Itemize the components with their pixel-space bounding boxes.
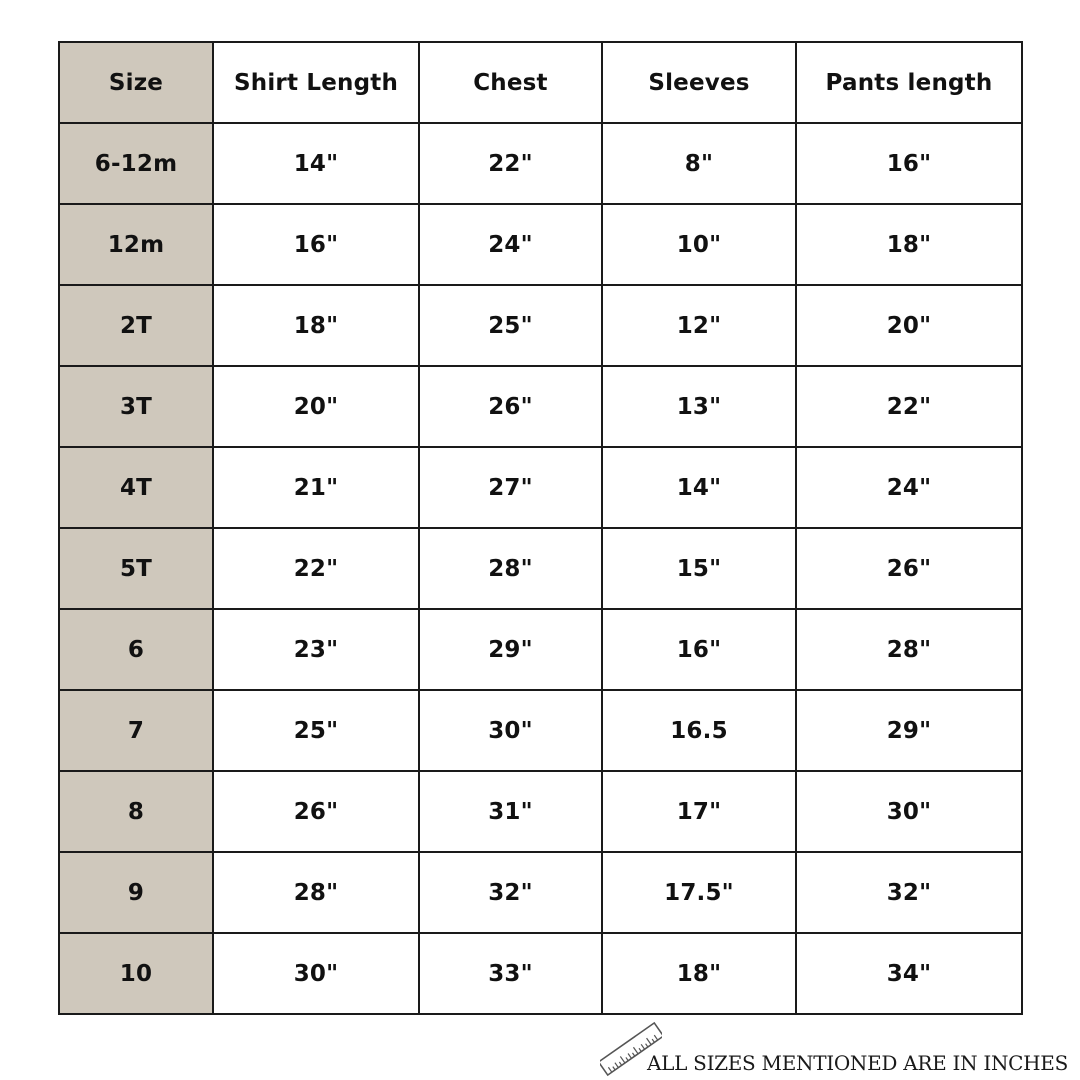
table-row xyxy=(59,447,1022,528)
table-row xyxy=(59,609,1022,690)
chest-cell: 25" xyxy=(419,285,602,366)
size-cell: 2T xyxy=(59,285,213,366)
pants-length-cell: 24" xyxy=(796,447,1022,528)
table-row xyxy=(59,285,1022,366)
shirt-length-cell: 16" xyxy=(213,204,419,285)
sleeves-cell: 18" xyxy=(602,933,796,1014)
sleeves-cell: 16.5 xyxy=(602,690,796,771)
size-cell: 10 xyxy=(59,933,213,1014)
sleeves-cell: 10" xyxy=(602,204,796,285)
shirt-length-cell: 23" xyxy=(213,609,419,690)
pants-length-cell: 30" xyxy=(796,771,1022,852)
units-note: ALL SIZES MENTIONED ARE IN INCHES xyxy=(647,1051,1068,1075)
pants-length-cell: 34" xyxy=(796,933,1022,1014)
sleeves-cell: 13" xyxy=(602,366,796,447)
column-header-sleeves: Sleeves xyxy=(602,42,796,123)
chest-cell: 26" xyxy=(419,366,602,447)
pants-length-cell: 28" xyxy=(796,609,1022,690)
table-row xyxy=(59,690,1022,771)
pants-length-cell: 22" xyxy=(796,366,1022,447)
pants-length-cell: 32" xyxy=(796,852,1022,933)
sleeves-cell: 8" xyxy=(602,123,796,204)
chest-cell: 31" xyxy=(419,771,602,852)
pants-length-cell: 29" xyxy=(796,690,1022,771)
shirt-length-cell: 30" xyxy=(213,933,419,1014)
shirt-length-cell: 14" xyxy=(213,123,419,204)
shirt-length-cell: 21" xyxy=(213,447,419,528)
chest-cell: 30" xyxy=(419,690,602,771)
pants-length-cell: 16" xyxy=(796,123,1022,204)
shirt-length-cell: 20" xyxy=(213,366,419,447)
shirt-length-cell: 26" xyxy=(213,771,419,852)
sleeves-cell: 15" xyxy=(602,528,796,609)
size-cell: 3T xyxy=(59,366,213,447)
footer xyxy=(600,1018,1070,1080)
pants-length-cell: 26" xyxy=(796,528,1022,609)
table-row xyxy=(59,771,1022,852)
sleeves-cell: 17.5" xyxy=(602,852,796,933)
table-row xyxy=(59,528,1022,609)
size-cell: 12m xyxy=(59,204,213,285)
table-row xyxy=(59,366,1022,447)
shirt-length-cell: 28" xyxy=(213,852,419,933)
chest-cell: 22" xyxy=(419,123,602,204)
table-row xyxy=(59,852,1022,933)
column-header-pants-length: Pants length xyxy=(796,42,1022,123)
chest-cell: 32" xyxy=(419,852,602,933)
pants-length-cell: 18" xyxy=(796,204,1022,285)
chest-cell: 29" xyxy=(419,609,602,690)
sleeves-cell: 14" xyxy=(602,447,796,528)
chest-cell: 28" xyxy=(419,528,602,609)
size-chart-table xyxy=(58,41,1023,1015)
shirt-length-cell: 18" xyxy=(213,285,419,366)
chest-cell: 33" xyxy=(419,933,602,1014)
table-row xyxy=(59,204,1022,285)
size-cell: 9 xyxy=(59,852,213,933)
column-header-size: Size xyxy=(59,42,213,123)
sleeves-cell: 17" xyxy=(602,771,796,852)
chest-cell: 24" xyxy=(419,204,602,285)
sleeves-cell: 16" xyxy=(602,609,796,690)
size-cell: 4T xyxy=(59,447,213,528)
size-cell: 8 xyxy=(59,771,213,852)
chest-cell: 27" xyxy=(419,447,602,528)
column-header-shirt-length: Shirt Length xyxy=(213,42,419,123)
column-header-chest: Chest xyxy=(419,42,602,123)
table-row xyxy=(59,123,1022,204)
pants-length-cell: 20" xyxy=(796,285,1022,366)
table-header-row xyxy=(59,42,1022,123)
size-cell: 6 xyxy=(59,609,213,690)
shirt-length-cell: 22" xyxy=(213,528,419,609)
shirt-length-cell: 25" xyxy=(213,690,419,771)
size-cell: 7 xyxy=(59,690,213,771)
size-cell: 6-12m xyxy=(59,123,213,204)
table-row xyxy=(59,933,1022,1014)
sleeves-cell: 12" xyxy=(602,285,796,366)
size-cell: 5T xyxy=(59,528,213,609)
